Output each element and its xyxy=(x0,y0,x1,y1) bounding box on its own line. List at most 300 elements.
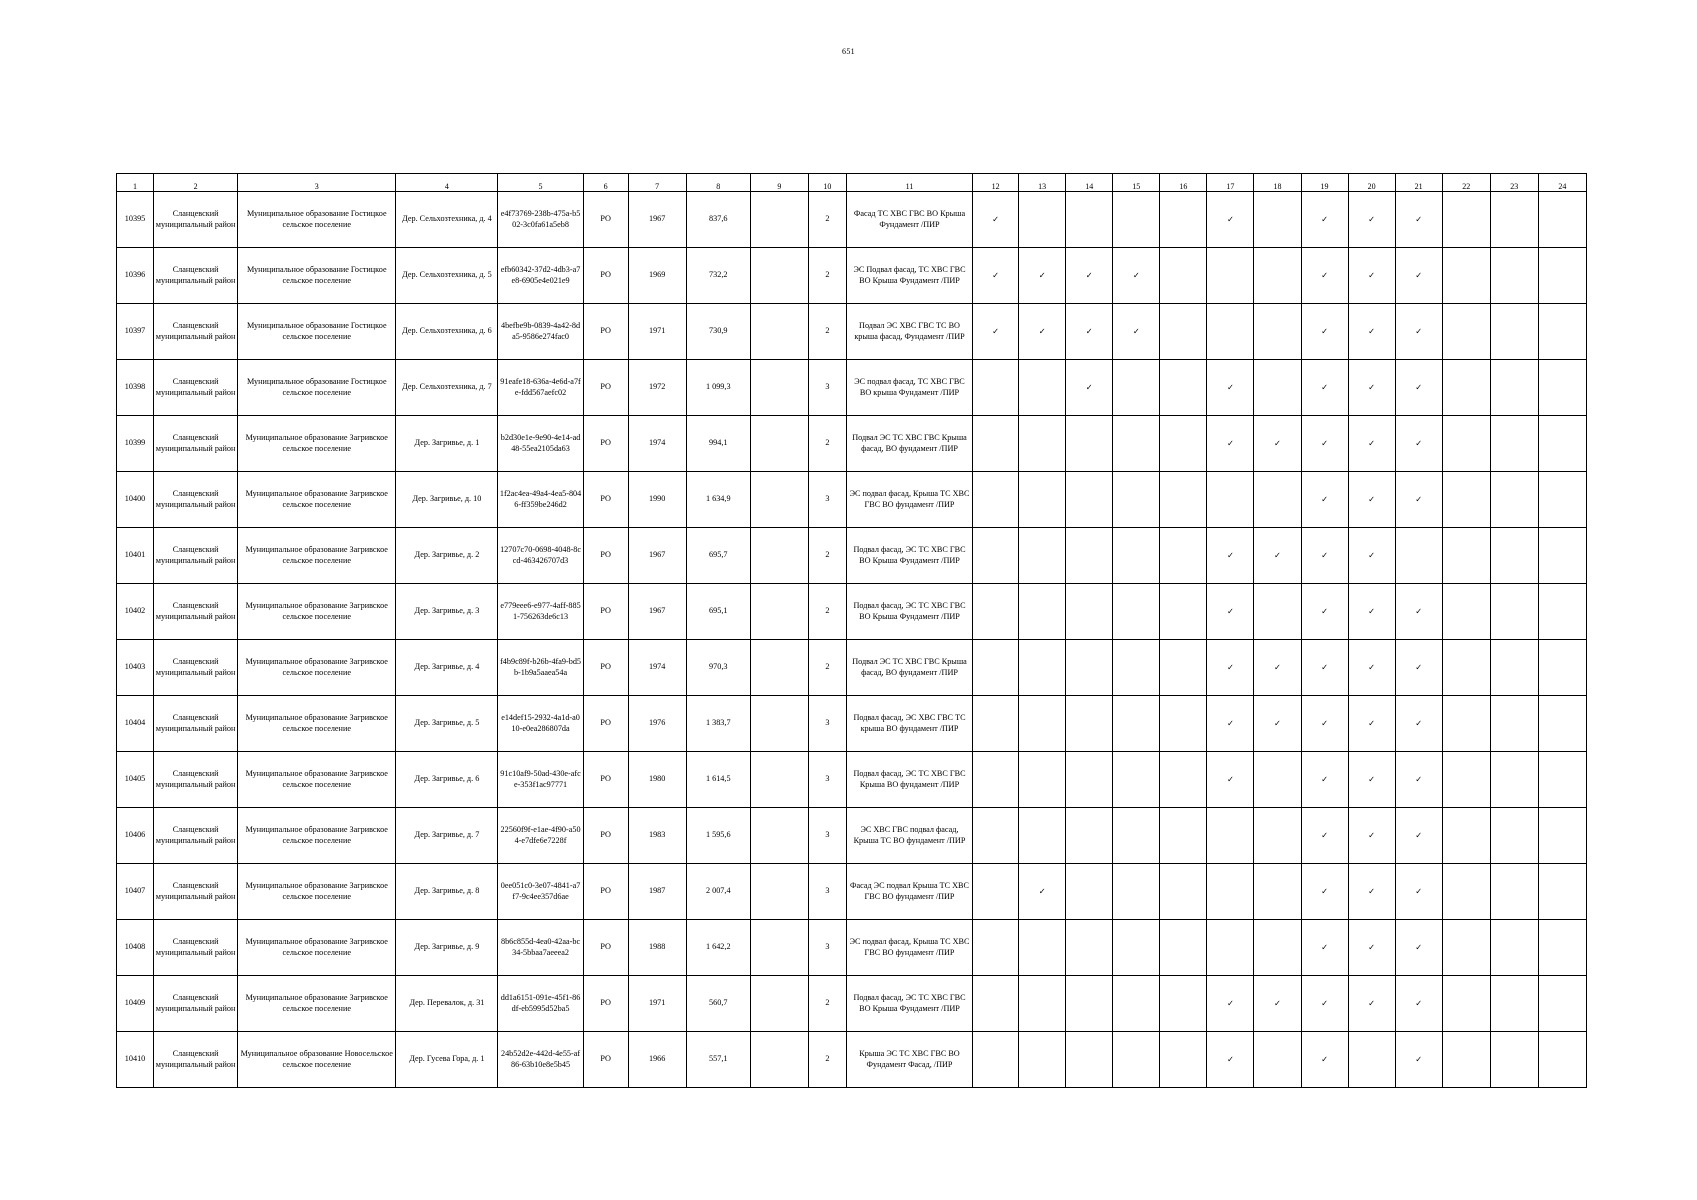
check-mark-icon: ✓ xyxy=(1254,416,1301,472)
table-row xyxy=(117,976,1587,1032)
empty-mark-cell xyxy=(1442,584,1490,640)
check-mark-icon: ✓ xyxy=(1348,920,1395,976)
check-mark-icon: ✓ xyxy=(1348,976,1395,1032)
empty-mark-cell xyxy=(1254,584,1301,640)
empty-mark-cell xyxy=(973,920,1019,976)
empty-mark-cell xyxy=(1160,584,1207,640)
empty-mark-cell xyxy=(973,528,1019,584)
empty-mark-cell xyxy=(1490,192,1538,248)
building-code-cell: efb60342-37d2-4db3-a7e8-6905e4e021e9 xyxy=(498,248,583,304)
empty-mark-cell xyxy=(1066,976,1113,1032)
build-year-cell: 1972 xyxy=(628,360,686,416)
record-number: 10406 xyxy=(117,808,154,864)
check-mark-icon: ✓ xyxy=(1066,304,1113,360)
empty-mark-cell xyxy=(1442,360,1490,416)
floors-cell: 3 xyxy=(808,864,846,920)
type-cell: РО xyxy=(583,696,628,752)
address-cell: Дер. Сельхозтехника, д. 7 xyxy=(396,360,498,416)
empty-mark-cell xyxy=(1490,472,1538,528)
type-cell: РО xyxy=(583,920,628,976)
record-number: 10398 xyxy=(117,360,154,416)
empty-mark-cell xyxy=(1019,696,1066,752)
floors-cell: 2 xyxy=(808,304,846,360)
check-mark-icon: ✓ xyxy=(1395,192,1442,248)
empty-mark-cell xyxy=(1490,584,1538,640)
empty-mark-cell xyxy=(1490,920,1538,976)
building-code-cell: 0ee051c0-3e07-4841-a7f7-9c4ee357d6ae xyxy=(498,864,583,920)
address-cell: Дер. Загривье, д. 1 xyxy=(396,416,498,472)
column-number-13: 13 xyxy=(1019,174,1066,192)
municipality-cell: Муниципальное образование Гостицкое сельское поселение xyxy=(238,248,396,304)
check-mark-icon: ✓ xyxy=(1348,248,1395,304)
empty-mark-cell xyxy=(1207,920,1254,976)
column-number-23: 23 xyxy=(1490,174,1538,192)
empty-mark-cell xyxy=(1019,360,1066,416)
column-number-21: 21 xyxy=(1395,174,1442,192)
check-mark-icon: ✓ xyxy=(1301,192,1348,248)
type-cell: РО xyxy=(583,192,628,248)
empty-mark-cell xyxy=(1066,416,1113,472)
municipality-cell: Муниципальное образование Загривское сельское поселение xyxy=(238,808,396,864)
empty-mark-cell xyxy=(1113,808,1160,864)
check-mark-icon: ✓ xyxy=(1254,696,1301,752)
column-number-3: 3 xyxy=(238,174,396,192)
empty-mark-cell xyxy=(1019,472,1066,528)
record-number: 10400 xyxy=(117,472,154,528)
column-9-cell xyxy=(750,248,808,304)
check-mark-icon: ✓ xyxy=(1348,752,1395,808)
empty-mark-cell xyxy=(1113,696,1160,752)
check-mark-icon: ✓ xyxy=(1113,304,1160,360)
empty-mark-cell xyxy=(1160,472,1207,528)
table-row xyxy=(117,640,1587,696)
floors-cell: 2 xyxy=(808,528,846,584)
empty-mark-cell xyxy=(1113,920,1160,976)
works-list-cell: Подвал ЭС ХВС ГВС ТС ВО крыша фасад, Фундамент /ПИР xyxy=(846,304,972,360)
municipality-cell: Муниципальное образование Загривское сельское поселение xyxy=(238,640,396,696)
empty-mark-cell xyxy=(973,1032,1019,1088)
district-cell: Сланцевский муниципальный район xyxy=(154,528,238,584)
empty-mark-cell xyxy=(1160,864,1207,920)
check-mark-icon: ✓ xyxy=(1207,752,1254,808)
empty-mark-cell xyxy=(1490,360,1538,416)
empty-mark-cell xyxy=(1160,528,1207,584)
floors-cell: 3 xyxy=(808,920,846,976)
address-cell: Дер. Загривье, д. 10 xyxy=(396,472,498,528)
empty-mark-cell xyxy=(1160,640,1207,696)
works-list-cell: ЭС подвал фасад, Крыша ТС ХВС ГВС ВО фундамент /ПИР xyxy=(846,472,972,528)
address-cell: Дер. Загривье, д. 7 xyxy=(396,808,498,864)
area-cell: 1 595,6 xyxy=(686,808,750,864)
check-mark-icon: ✓ xyxy=(1301,416,1348,472)
floors-cell: 2 xyxy=(808,976,846,1032)
record-number: 10409 xyxy=(117,976,154,1032)
empty-mark-cell xyxy=(1160,696,1207,752)
address-cell: Дер. Перевалок, д. 31 xyxy=(396,976,498,1032)
building-code-cell: 8b6c855d-4ea0-42aa-bc34-5bbaa7aeeea2 xyxy=(498,920,583,976)
empty-mark-cell xyxy=(1490,248,1538,304)
empty-mark-cell xyxy=(1254,192,1301,248)
empty-mark-cell xyxy=(1442,416,1490,472)
check-mark-icon: ✓ xyxy=(973,248,1019,304)
empty-mark-cell xyxy=(973,360,1019,416)
empty-mark-cell xyxy=(1160,920,1207,976)
empty-mark-cell xyxy=(1442,1032,1490,1088)
empty-mark-cell xyxy=(1019,416,1066,472)
column-number-15: 15 xyxy=(1113,174,1160,192)
empty-mark-cell xyxy=(1254,360,1301,416)
column-number-11: 11 xyxy=(846,174,972,192)
record-number: 10397 xyxy=(117,304,154,360)
check-mark-icon: ✓ xyxy=(1113,248,1160,304)
empty-mark-cell xyxy=(1442,192,1490,248)
column-number-22: 22 xyxy=(1442,174,1490,192)
build-year-cell: 1980 xyxy=(628,752,686,808)
check-mark-icon: ✓ xyxy=(1348,696,1395,752)
table-row xyxy=(117,472,1587,528)
empty-mark-cell xyxy=(1019,920,1066,976)
empty-mark-cell xyxy=(1066,584,1113,640)
check-mark-icon: ✓ xyxy=(1019,304,1066,360)
check-mark-icon: ✓ xyxy=(1019,248,1066,304)
check-mark-icon: ✓ xyxy=(1395,584,1442,640)
district-cell: Сланцевский муниципальный район xyxy=(154,248,238,304)
empty-mark-cell xyxy=(973,808,1019,864)
type-cell: РО xyxy=(583,808,628,864)
build-year-cell: 1983 xyxy=(628,808,686,864)
municipality-cell: Муниципальное образование Загривское сельское поселение xyxy=(238,472,396,528)
record-number: 10399 xyxy=(117,416,154,472)
district-cell: Сланцевский муниципальный район xyxy=(154,864,238,920)
table-row xyxy=(117,808,1587,864)
record-number: 10403 xyxy=(117,640,154,696)
record-number: 10410 xyxy=(117,1032,154,1088)
check-mark-icon: ✓ xyxy=(1207,416,1254,472)
district-cell: Сланцевский муниципальный район xyxy=(154,920,238,976)
empty-mark-cell xyxy=(973,696,1019,752)
empty-mark-cell xyxy=(1019,584,1066,640)
column-9-cell xyxy=(750,528,808,584)
column-number-8: 8 xyxy=(686,174,750,192)
empty-mark-cell xyxy=(1066,696,1113,752)
check-mark-icon: ✓ xyxy=(1066,360,1113,416)
table-row xyxy=(117,752,1587,808)
check-mark-icon: ✓ xyxy=(1395,360,1442,416)
column-9-cell xyxy=(750,920,808,976)
district-cell: Сланцевский муниципальный район xyxy=(154,976,238,1032)
district-cell: Сланцевский муниципальный район xyxy=(154,584,238,640)
district-cell: Сланцевский муниципальный район xyxy=(154,640,238,696)
empty-mark-cell xyxy=(1160,752,1207,808)
empty-mark-cell xyxy=(1066,920,1113,976)
table-row xyxy=(117,248,1587,304)
check-mark-icon: ✓ xyxy=(1348,584,1395,640)
empty-mark-cell xyxy=(1538,360,1586,416)
empty-mark-cell xyxy=(973,752,1019,808)
check-mark-icon: ✓ xyxy=(1207,584,1254,640)
check-mark-icon: ✓ xyxy=(1301,976,1348,1032)
works-list-cell: Подвал фасад, ЭС ТС ХВС ГВС Крыша ВО фундамент /ПИР xyxy=(846,752,972,808)
empty-mark-cell xyxy=(1254,864,1301,920)
empty-mark-cell xyxy=(973,976,1019,1032)
empty-mark-cell xyxy=(1113,864,1160,920)
empty-mark-cell xyxy=(1113,752,1160,808)
empty-mark-cell xyxy=(1254,808,1301,864)
check-mark-icon: ✓ xyxy=(1301,808,1348,864)
empty-mark-cell xyxy=(973,472,1019,528)
empty-mark-cell xyxy=(1538,528,1586,584)
empty-mark-cell xyxy=(1442,528,1490,584)
empty-mark-cell xyxy=(1538,920,1586,976)
empty-mark-cell xyxy=(1207,304,1254,360)
building-code-cell: 4befbe9b-0839-4a42-8da5-9586e274fac0 xyxy=(498,304,583,360)
empty-mark-cell xyxy=(1538,696,1586,752)
empty-mark-cell xyxy=(1538,584,1586,640)
floors-cell: 2 xyxy=(808,1032,846,1088)
empty-mark-cell xyxy=(1442,808,1490,864)
empty-mark-cell xyxy=(1019,192,1066,248)
type-cell: РО xyxy=(583,1032,628,1088)
works-list-cell: Подвал фасад, ЭС ТС ХВС ГВС ВО Крыша Фундамент /ПИР xyxy=(846,528,972,584)
works-list-cell: Подвал фасад, ЭС ТС ХВС ГВС ВО Крыша Фундамент /ПИР xyxy=(846,584,972,640)
address-cell: Дер. Сельхозтехника, д. 6 xyxy=(396,304,498,360)
empty-mark-cell xyxy=(1538,416,1586,472)
address-cell: Дер. Загривье, д. 3 xyxy=(396,584,498,640)
building-code-cell: f4b9c89f-b26b-4fa9-bd5b-1b9a5aaea54a xyxy=(498,640,583,696)
check-mark-icon: ✓ xyxy=(1348,528,1395,584)
build-year-cell: 1990 xyxy=(628,472,686,528)
municipality-cell: Муниципальное образование Загривское сельское поселение xyxy=(238,864,396,920)
check-mark-icon: ✓ xyxy=(1395,976,1442,1032)
empty-mark-cell xyxy=(1207,864,1254,920)
check-mark-icon: ✓ xyxy=(1207,192,1254,248)
empty-mark-cell xyxy=(1066,192,1113,248)
empty-mark-cell xyxy=(1066,640,1113,696)
area-cell: 1 099,3 xyxy=(686,360,750,416)
address-cell: Дер. Загривье, д. 8 xyxy=(396,864,498,920)
area-cell: 2 007,4 xyxy=(686,864,750,920)
empty-mark-cell xyxy=(1538,976,1586,1032)
municipality-cell: Муниципальное образование Загривское сельское поселение xyxy=(238,976,396,1032)
check-mark-icon: ✓ xyxy=(1207,360,1254,416)
check-mark-icon: ✓ xyxy=(1207,976,1254,1032)
column-9-cell xyxy=(750,808,808,864)
column-9-cell xyxy=(750,640,808,696)
check-mark-icon: ✓ xyxy=(973,192,1019,248)
empty-mark-cell xyxy=(1442,752,1490,808)
record-number: 10402 xyxy=(117,584,154,640)
column-number-24: 24 xyxy=(1538,174,1586,192)
address-cell: Дер. Сельхозтехника, д. 4 xyxy=(396,192,498,248)
floors-cell: 3 xyxy=(808,752,846,808)
check-mark-icon: ✓ xyxy=(1348,416,1395,472)
district-cell: Сланцевский муниципальный район xyxy=(154,304,238,360)
table-row xyxy=(117,584,1587,640)
build-year-cell: 1966 xyxy=(628,1032,686,1088)
column-number-10: 10 xyxy=(808,174,846,192)
build-year-cell: 1967 xyxy=(628,528,686,584)
check-mark-icon: ✓ xyxy=(1301,528,1348,584)
empty-mark-cell xyxy=(1019,1032,1066,1088)
floors-cell: 3 xyxy=(808,360,846,416)
empty-mark-cell xyxy=(1066,528,1113,584)
empty-mark-cell xyxy=(1160,1032,1207,1088)
table-row xyxy=(117,528,1587,584)
building-code-cell: 91c10af9-50ad-430e-afce-353f1ac97771 xyxy=(498,752,583,808)
district-cell: Сланцевский муниципальный район xyxy=(154,696,238,752)
check-mark-icon: ✓ xyxy=(1254,976,1301,1032)
check-mark-icon: ✓ xyxy=(1348,192,1395,248)
check-mark-icon: ✓ xyxy=(1254,640,1301,696)
check-mark-icon: ✓ xyxy=(1301,1032,1348,1088)
empty-mark-cell xyxy=(1490,304,1538,360)
address-cell: Дер. Загривье, д. 5 xyxy=(396,696,498,752)
building-code-cell: 24b52d2e-442d-4e55-af86-63b10e8e5b45 xyxy=(498,1032,583,1088)
empty-mark-cell xyxy=(1066,1032,1113,1088)
check-mark-icon: ✓ xyxy=(1395,416,1442,472)
empty-mark-cell xyxy=(1160,248,1207,304)
floors-cell: 2 xyxy=(808,640,846,696)
type-cell: РО xyxy=(583,472,628,528)
floors-cell: 2 xyxy=(808,584,846,640)
empty-mark-cell xyxy=(1538,1032,1586,1088)
column-9-cell xyxy=(750,472,808,528)
address-cell: Дер. Загривье, д. 2 xyxy=(396,528,498,584)
column-9-cell xyxy=(750,752,808,808)
check-mark-icon: ✓ xyxy=(1301,248,1348,304)
area-cell: 837,6 xyxy=(686,192,750,248)
empty-mark-cell xyxy=(1538,192,1586,248)
empty-mark-cell xyxy=(1113,1032,1160,1088)
column-9-cell xyxy=(750,976,808,1032)
works-list-cell: ЭС Подвал фасад, ТС ХВС ГВС ВО Крыша Фундамент /ПИР xyxy=(846,248,972,304)
empty-mark-cell xyxy=(1113,360,1160,416)
record-number: 10404 xyxy=(117,696,154,752)
column-number-17: 17 xyxy=(1207,174,1254,192)
building-code-cell: 1f2ac4ea-49a4-4ea5-8046-ff359be246d2 xyxy=(498,472,583,528)
municipality-cell: Муниципальное образование Загривское сельское поселение xyxy=(238,696,396,752)
check-mark-icon: ✓ xyxy=(1395,752,1442,808)
building-code-cell: 22560f9f-e1ae-4f90-a504-e7dfe6e7228f xyxy=(498,808,583,864)
column-number-2: 2 xyxy=(154,174,238,192)
column-9-cell xyxy=(750,1032,808,1088)
empty-mark-cell xyxy=(1490,864,1538,920)
check-mark-icon: ✓ xyxy=(1301,304,1348,360)
column-9-cell xyxy=(750,304,808,360)
municipality-cell: Муниципальное образование Новосельское сельское поселение xyxy=(238,1032,396,1088)
build-year-cell: 1976 xyxy=(628,696,686,752)
table-row xyxy=(117,696,1587,752)
build-year-cell: 1974 xyxy=(628,416,686,472)
record-number: 10395 xyxy=(117,192,154,248)
empty-mark-cell xyxy=(973,584,1019,640)
empty-mark-cell xyxy=(1442,472,1490,528)
check-mark-icon: ✓ xyxy=(1395,864,1442,920)
empty-mark-cell xyxy=(1207,472,1254,528)
empty-mark-cell xyxy=(1538,752,1586,808)
municipality-cell: Муниципальное образование Гостицкое сельское поселение xyxy=(238,360,396,416)
empty-mark-cell xyxy=(1442,976,1490,1032)
check-mark-icon: ✓ xyxy=(1348,864,1395,920)
area-cell: 1 383,7 xyxy=(686,696,750,752)
check-mark-icon: ✓ xyxy=(1019,864,1066,920)
address-cell: Дер. Загривье, д. 9 xyxy=(396,920,498,976)
empty-mark-cell xyxy=(1207,248,1254,304)
floors-cell: 2 xyxy=(808,192,846,248)
type-cell: РО xyxy=(583,976,628,1032)
empty-mark-cell xyxy=(1442,640,1490,696)
empty-mark-cell xyxy=(1160,192,1207,248)
check-mark-icon: ✓ xyxy=(1066,248,1113,304)
empty-mark-cell xyxy=(1348,1032,1395,1088)
municipality-cell: Муниципальное образование Загривское сельское поселение xyxy=(238,528,396,584)
municipality-cell: Муниципальное образование Загривское сельское поселение xyxy=(238,584,396,640)
area-cell: 994,1 xyxy=(686,416,750,472)
check-mark-icon: ✓ xyxy=(1301,920,1348,976)
works-list-cell: Фасад ТС ХВС ГВС ВО Крыша Фундамент /ПИР xyxy=(846,192,972,248)
district-cell: Сланцевский муниципальный район xyxy=(154,1032,238,1088)
area-cell: 1 642,2 xyxy=(686,920,750,976)
column-number-5: 5 xyxy=(498,174,583,192)
works-list-cell: Крыша ЭС ТС ХВС ГВС ВО Фундамент Фасад, /ПИР xyxy=(846,1032,972,1088)
district-cell: Сланцевский муниципальный район xyxy=(154,360,238,416)
address-cell: Дер. Сельхозтехника, д. 5 xyxy=(396,248,498,304)
check-mark-icon: ✓ xyxy=(1207,640,1254,696)
type-cell: РО xyxy=(583,640,628,696)
record-number: 10396 xyxy=(117,248,154,304)
empty-mark-cell xyxy=(1442,696,1490,752)
building-code-cell: e14def15-2932-4a1d-a010-e0ea286807da xyxy=(498,696,583,752)
table-row xyxy=(117,864,1587,920)
municipality-cell: Муниципальное образование Загривское сельское поселение xyxy=(238,920,396,976)
empty-mark-cell xyxy=(1113,192,1160,248)
empty-mark-cell xyxy=(973,864,1019,920)
column-9-cell xyxy=(750,696,808,752)
empty-mark-cell xyxy=(1442,304,1490,360)
empty-mark-cell xyxy=(1538,640,1586,696)
empty-mark-cell xyxy=(1442,920,1490,976)
floors-cell: 2 xyxy=(808,416,846,472)
column-number-12: 12 xyxy=(973,174,1019,192)
build-year-cell: 1971 xyxy=(628,976,686,1032)
record-number: 10407 xyxy=(117,864,154,920)
municipality-cell: Муниципальное образование Загривское сельское поселение xyxy=(238,416,396,472)
area-cell: 970,3 xyxy=(686,640,750,696)
build-year-cell: 1971 xyxy=(628,304,686,360)
empty-mark-cell xyxy=(973,416,1019,472)
check-mark-icon: ✓ xyxy=(1395,304,1442,360)
empty-mark-cell xyxy=(1538,864,1586,920)
building-code-cell: 12707c70-0698-4048-8ccd-463426707d3 xyxy=(498,528,583,584)
empty-mark-cell xyxy=(1160,808,1207,864)
check-mark-icon: ✓ xyxy=(1395,640,1442,696)
check-mark-icon: ✓ xyxy=(1301,864,1348,920)
page-number: 651 xyxy=(842,47,855,56)
empty-mark-cell xyxy=(1066,864,1113,920)
table-row xyxy=(117,304,1587,360)
empty-mark-cell xyxy=(1490,1032,1538,1088)
area-cell: 732,2 xyxy=(686,248,750,304)
address-cell: Дер. Загривье, д. 6 xyxy=(396,752,498,808)
type-cell: РО xyxy=(583,864,628,920)
area-cell: 1 634,9 xyxy=(686,472,750,528)
floors-cell: 3 xyxy=(808,696,846,752)
municipality-cell: Муниципальное образование Гостицкое сельское поселение xyxy=(238,304,396,360)
empty-mark-cell xyxy=(973,640,1019,696)
empty-mark-cell xyxy=(1254,920,1301,976)
build-year-cell: 1974 xyxy=(628,640,686,696)
works-list-cell: ЭС подвал фасад, Крыша ТС ХВС ГВС ВО фундамент /ПИР xyxy=(846,920,972,976)
